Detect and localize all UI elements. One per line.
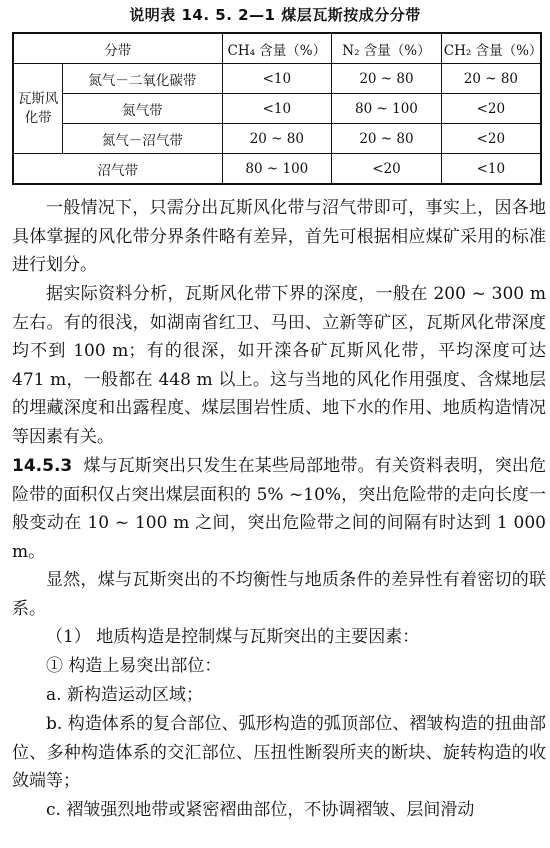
table-row: [13, 124, 541, 154]
n2-value: 20 ~ 80: [332, 124, 442, 154]
paragraph: 一般情况下，只需分出瓦斯风化带与沼气带即可，事实上，因各地具体掌握的风化带分界条件略有差异，首先可根据相应煤矿采用的标准进行划分。: [12, 198, 546, 275]
zone-name: 氮气－沼气带: [63, 124, 222, 154]
paragraph: 显然，煤与瓦斯突出的不均衡性与地质条件的差异性有着密切的联系。: [12, 570, 546, 619]
zone-name: 氮气－二氧化碳带: [63, 64, 222, 94]
table-row: [13, 154, 541, 185]
section-number: 14.5.3: [12, 456, 73, 476]
zone-name: 沼气带: [13, 154, 222, 185]
ch4-value: <10: [222, 94, 332, 124]
list-subheading: ① 构造上易突出部位：: [46, 656, 222, 676]
list-heading: （1） 地质构造是控制煤与瓦斯突出的主要因素：: [46, 627, 420, 647]
header-zone: 分带: [13, 33, 222, 64]
gas-zone-table: [12, 32, 542, 185]
list-item: a. 新构造运动区域；: [46, 685, 203, 705]
co2-value: <20: [441, 124, 541, 154]
n2-value: 80 ~ 100: [332, 94, 442, 124]
section-text: 煤与瓦斯突出只发生在某些局部地带。有关资料表明，突出危险带的面积仅占突出煤层面积的 5% ~10%，突出危险带的走向长度一般变动在 10 ~ 100 m 之间，突出危险带之间的间隔有时达到 1 000 m。: [12, 456, 546, 562]
section-14-5-3: [12, 452, 546, 566]
ch4-value: <10: [222, 64, 332, 94]
n2-value: <20: [332, 154, 442, 185]
paragraph: 据实际资料分析，瓦斯风化带下界的深度，一般在 200 ~ 300 m 左右。有的很浅，如湖南省红卫、马田、立新等矿区，瓦斯风化带深度均不到 100 m；有的很深，如开滦各矿瓦斯风化带，平均深度可达 471 m，一般都在 448 m 以上。这与当地的风化作用强度、含煤地层的埋藏深度和出露程度、煤层围岩性质、地下水的作用、地质构造情况等因素有关。: [12, 284, 546, 447]
header-n2: N₂ 含量（%）: [332, 33, 442, 64]
table-header-row: [13, 33, 541, 64]
ch4-value: 20 ~ 80: [222, 124, 332, 154]
header-co2: CH₂ 含量（%）: [441, 33, 541, 64]
co2-value: <10: [441, 154, 541, 185]
ch4-value: 80 ~ 100: [222, 154, 332, 185]
table-row: [13, 64, 541, 94]
list-item: b. 构造体系的复合部位、弧形构造的弧顶部位、褶皱构造的扭曲部位、多种构造体系的交汇部位、压扭性断裂所夹的断块、旋转构造的收敛端等；: [12, 714, 546, 791]
co2-value: <20: [441, 94, 541, 124]
list-item: c. 褶皱强烈地带或紧密褶曲部位，不协调褶皱、层间滑动: [46, 800, 475, 820]
group-label: 瓦斯风化带: [13, 64, 63, 154]
table-caption: 说明表 14. 5. 2—1 煤层瓦斯按成分分带: [129, 6, 421, 24]
n2-value: 20 ~ 80: [332, 64, 442, 94]
zone-name: 氮气带: [63, 94, 222, 124]
co2-value: 20 ~ 80: [441, 64, 541, 94]
header-ch4: CH₄ 含量（%）: [222, 33, 332, 64]
table-row: [13, 94, 541, 124]
